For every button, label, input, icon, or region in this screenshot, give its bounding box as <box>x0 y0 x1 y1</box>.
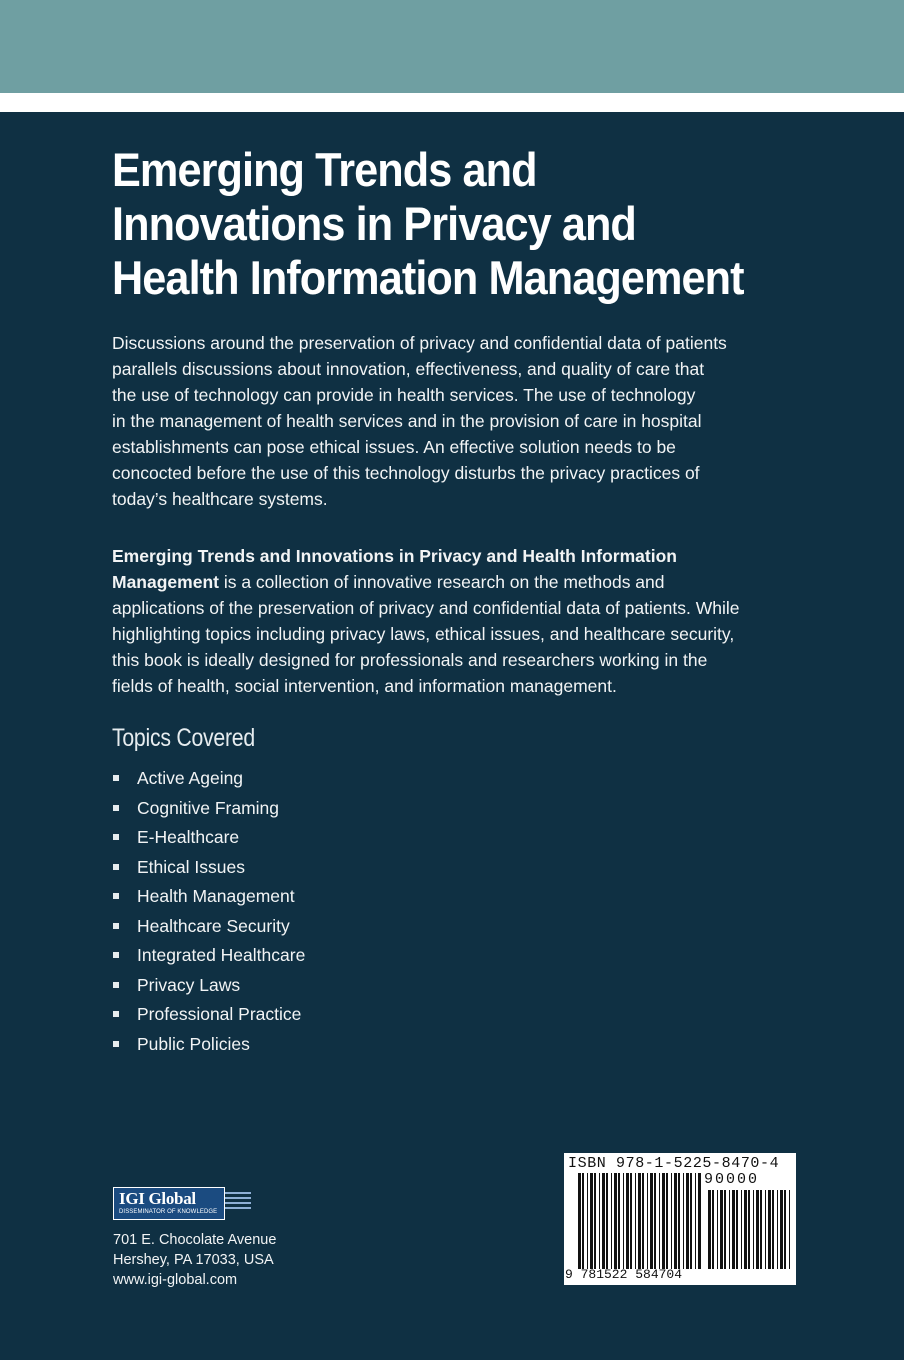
description-line: highlighting topics including privacy laws, ethical issues, and healthcare security, <box>112 624 735 644</box>
barcode-bar <box>642 1173 644 1269</box>
barcode-bar <box>748 1190 750 1269</box>
topic-item <box>112 882 305 912</box>
square-bullet-icon <box>113 1041 119 1047</box>
topic-item <box>112 1000 305 1030</box>
barcode-bar <box>768 1190 771 1269</box>
square-bullet-icon <box>113 952 119 958</box>
barcode-bar <box>695 1173 696 1269</box>
description-paragraph-2 <box>112 543 792 699</box>
topic-item <box>112 971 305 1001</box>
barcode-bars-icon <box>564 1153 796 1285</box>
topic-item <box>112 1030 305 1060</box>
price-code: 90000 <box>704 1171 760 1188</box>
barcode-bar <box>789 1190 790 1269</box>
barcode-bar <box>626 1173 629 1269</box>
barcode-bar <box>678 1173 680 1269</box>
description-line: Discussions around the preservation of privacy and confidential data of patients <box>112 333 727 353</box>
barcode-bar <box>674 1173 677 1269</box>
topics-list <box>112 764 305 1059</box>
barcode-bar <box>630 1173 632 1269</box>
white-stripe <box>0 93 904 112</box>
barcode-bar <box>756 1190 759 1269</box>
barcode-bar <box>712 1190 714 1269</box>
barcode-bar <box>666 1173 668 1269</box>
description-text: is a collection of innovative research on the methods and <box>218 572 665 592</box>
description-paragraph-1 <box>112 330 792 512</box>
square-bullet-icon <box>113 864 119 870</box>
logo-tagline: DISSEMINATOR OF KNOWLEDGE <box>119 1209 218 1215</box>
barcode-bar <box>744 1190 747 1269</box>
barcode-bar <box>623 1173 624 1269</box>
square-bullet-icon <box>113 982 119 988</box>
square-bullet-icon <box>113 775 119 781</box>
barcode-bar <box>654 1173 656 1269</box>
barcode-bar <box>587 1173 588 1269</box>
logo-box <box>113 1187 225 1220</box>
topic-item <box>112 823 305 853</box>
barcode-bar <box>614 1173 617 1269</box>
barcode-bar <box>729 1190 730 1269</box>
description-line: parallels discussions about innovation, effectiveness, and quality of care that <box>112 359 705 379</box>
topic-label: Cognitive Framing <box>137 797 279 818</box>
barcode-bar <box>611 1173 612 1269</box>
barcode-bar <box>690 1173 692 1269</box>
description-line: the use of technology can provide in health services. The use of technology <box>112 385 696 405</box>
barcode-bar <box>650 1173 653 1269</box>
barcode-bar <box>784 1190 786 1269</box>
square-bullet-icon <box>113 923 119 929</box>
barcode-bar <box>659 1173 660 1269</box>
publisher-address <box>113 1230 276 1290</box>
description-line: today’s healthcare systems. <box>112 489 328 509</box>
barcode-bar <box>671 1173 672 1269</box>
title-line: Health Information Management <box>112 251 744 304</box>
topics-heading: Topics Covered <box>112 724 255 752</box>
topic-label: Professional Practice <box>137 1004 302 1024</box>
barcode-bar <box>578 1173 581 1269</box>
barcode-bar <box>724 1190 726 1269</box>
topic-label: Integrated Healthcare <box>137 945 306 965</box>
barcode-bar <box>635 1173 636 1269</box>
top-color-band <box>0 0 904 93</box>
description-line: fields of health, social intervention, and information management. <box>112 676 617 696</box>
barcode-bar <box>732 1190 735 1269</box>
barcode-bar <box>736 1190 738 1269</box>
bold-book-title: Management <box>112 572 219 592</box>
barcode-bar <box>662 1173 665 1269</box>
description-line: concocted before the use of this technology disturbs the privacy practices of <box>112 463 700 483</box>
barcode-bar <box>686 1173 689 1269</box>
description-line: in the management of health services and in the provision of care in hospital <box>112 411 702 431</box>
square-bullet-icon <box>113 1011 119 1017</box>
square-bullet-icon <box>113 834 119 840</box>
igi-global-logo <box>113 1187 249 1222</box>
barcode-bar <box>765 1190 766 1269</box>
topic-label: E-Healthcare <box>137 827 240 847</box>
barcode-bar <box>741 1190 742 1269</box>
square-bullet-icon <box>113 893 119 899</box>
barcode-bar <box>618 1173 620 1269</box>
website-link[interactable]: www.igi-global.com <box>113 1272 238 1288</box>
topic-label: Privacy Laws <box>137 974 241 995</box>
topic-label: Health Management <box>137 886 295 906</box>
square-bullet-icon <box>113 805 119 811</box>
description-line <box>112 543 792 569</box>
address-line: Hershey, PA 17033, USA <box>113 1252 274 1268</box>
description-line: this book is ideally designed for professionals and researchers working in the <box>112 650 708 670</box>
book-title <box>112 143 756 305</box>
barcode-bar <box>760 1190 762 1269</box>
barcode-bar <box>606 1173 608 1269</box>
bold-book-title: Emerging Trends and Innovations in Privacy and Health Information <box>112 546 677 566</box>
topic-item <box>112 794 305 824</box>
ean-digits: 9 781522 584704 <box>565 1267 683 1282</box>
barcode-bar <box>582 1173 584 1269</box>
topic-item <box>112 912 305 942</box>
barcode-bar <box>590 1173 593 1269</box>
topic-label: Ethical Issues <box>137 856 245 877</box>
topic-label: Healthcare Security <box>137 915 290 936</box>
description-line: establishments can pose ethical issues. An effective solution needs to be <box>112 437 676 457</box>
address-line: 701 E. Chocolate Avenue <box>113 1232 277 1248</box>
isbn-label: ISBN 978-1-5225-8470-4 <box>568 1155 780 1172</box>
logo-lines-icon <box>225 1192 251 1212</box>
barcode-bar <box>683 1173 684 1269</box>
barcode-bar <box>602 1173 605 1269</box>
title-line: Emerging Trends and <box>112 143 537 196</box>
title-line: Innovations in Privacy and <box>112 197 636 250</box>
topic-label: Public Policies <box>137 1033 250 1054</box>
logo-name: IGI Global <box>119 1189 196 1208</box>
barcode-bar <box>708 1190 711 1269</box>
barcode-bar <box>594 1173 596 1269</box>
description-line: applications of the preservation of privacy and confidential data of patients. While <box>112 598 740 618</box>
topic-label: Active Ageing <box>137 768 244 788</box>
barcode-bar <box>638 1173 641 1269</box>
barcode-bar <box>647 1173 648 1269</box>
description-line <box>112 569 792 595</box>
topic-item <box>112 853 305 883</box>
barcode-bar <box>698 1173 701 1269</box>
barcode-bar <box>720 1190 723 1269</box>
isbn-barcode <box>564 1153 796 1285</box>
barcode-bar <box>717 1190 718 1269</box>
barcode-bar <box>777 1190 778 1269</box>
topic-item <box>112 941 305 971</box>
barcode-bar <box>772 1190 774 1269</box>
barcode-bar <box>780 1190 783 1269</box>
barcode-bar <box>753 1190 754 1269</box>
barcode-bar <box>599 1173 600 1269</box>
topic-item <box>112 764 305 794</box>
